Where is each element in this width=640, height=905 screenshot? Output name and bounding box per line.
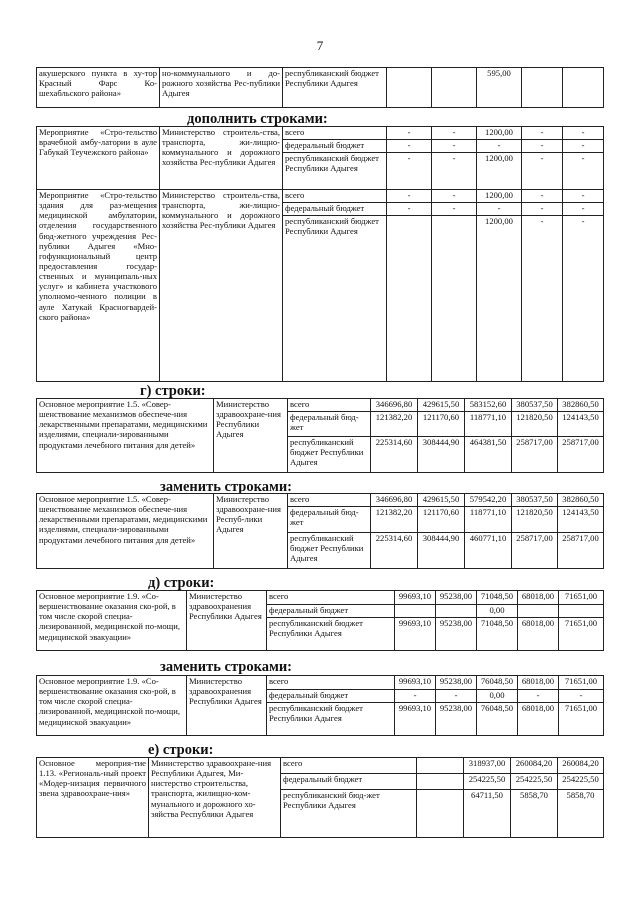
executor-cell: Министерство здравоохранения Республики Адыгея [187,676,267,736]
value-cell: 76048,50 [477,676,518,690]
table-row [37,494,604,507]
value-cell: 258717,00 [558,533,604,569]
value-cell: 429615,50 [418,399,465,412]
table-measure-1-9-new [36,675,604,736]
value-cell: 1200,00 [477,127,522,140]
value-cell: 99693,10 [395,618,436,651]
value-cell: 225314,60 [371,533,418,569]
value-cell: 429615,50 [418,494,465,507]
value-cell: 71048,50 [477,591,518,605]
table-row [37,758,604,774]
section-heading-g-rows: г) строки: [140,383,206,399]
value-cell: 346696,80 [371,399,418,412]
value-cell: - [563,153,604,190]
budget-label: республиканский бюджет Республики Адыгея [283,153,387,190]
value-cell: 258717,00 [512,533,558,569]
budget-label: республиканский бюджет Республики Адыгея [283,68,387,108]
value-cell: 308444,90 [418,533,465,569]
table-row [37,68,604,108]
value-cell [387,216,432,382]
executor-cell: Министерство здравоохране-ния Республики Адыгея, Ми-нистерство строительства, транспорта, жилищно-ком-мунального и дорожного хо-зяйства Республики Адыгея [149,758,281,838]
value-cell: - [432,203,477,216]
value-cell: 124143,50 [558,412,604,437]
value-cell: 76048,50 [477,703,518,736]
value-cell: 254225,50 [511,774,558,790]
budget-label: республиканский бюджет Республики Адыгея [267,703,395,736]
value-cell: - [522,153,563,190]
budget-label: всего [288,399,371,412]
table-add-rows [36,126,604,382]
table-row [37,399,604,412]
budget-label: республиканский бюджет Республики Адыгея [283,216,387,382]
measure-description: Основное мероприя-тие 1.13. «Региональ-ный проект «Модер-низация первичного звена здравоохране-ния» [37,758,149,838]
value-cell: 260084,20 [511,758,558,774]
value-cell: 382860,50 [558,494,604,507]
value-cell: 95238,00 [436,703,477,736]
value-cell: - [432,190,477,203]
value-cell: 121170,60 [418,507,465,533]
table-measure-1-13 [36,757,604,838]
value-cell: - [563,140,604,153]
value-cell: 308444,90 [418,437,465,473]
value-cell: 71651,00 [559,591,604,605]
section-heading-replace-rows: заменить строками: [160,479,293,495]
value-cell: 95238,00 [436,618,477,651]
measure-description: Основное мероприятие 1.5. «Совер-шенствование механизмов обеспече-ния лекарственными препаратами, медицинскими изделиями, специали-зированными продуктами лечебного питания для детей» [37,399,214,473]
budget-label: республиканский бюджет Республики Адыгея [267,618,395,651]
value-cell: 64711,50 [464,790,511,838]
value-cell: 254225,50 [464,774,511,790]
value-cell [417,774,464,790]
value-cell: 68018,00 [518,676,559,690]
value-cell: 95238,00 [436,676,477,690]
value-cell [432,216,477,382]
value-cell: 464381,50 [465,437,512,473]
value-cell: - [387,203,432,216]
value-cell: 380537,50 [512,494,558,507]
value-cell: 124143,50 [558,507,604,533]
value-cell: 346696,80 [371,494,418,507]
value-cell [522,68,563,108]
value-cell: - [522,203,563,216]
budget-label: федеральный бюд-жет [288,507,371,533]
value-cell: 1200,00 [477,216,522,382]
budget-label: республиканский бюд-жет Республики Адыгея [281,790,417,838]
measure-description: акушерского пункта в ху-тор Красный Фарс Ко-шехабльского района» [37,68,160,108]
value-cell: 95238,00 [436,591,477,605]
executor-cell: Министерство здравоохране-ния Республики Адыгея [214,399,288,473]
value-cell: - [559,690,604,703]
measure-description: Основное мероприятие 1.5. «Совер-шенствование механизмов обеспече-ния лекарственными препаратами, медицинскими изделиями, специали-зированными продуктами лечебного питания для детей» [37,494,214,569]
value-cell: - [563,127,604,140]
value-cell: - [387,153,432,190]
value-cell: 121382,20 [371,412,418,437]
value-cell: 121820,50 [512,412,558,437]
value-cell: 121170,60 [418,412,465,437]
measure-description: Мероприятие «Стро-тельство здания для раз-мещения медицинской амбулатории, отделения государственного бюд-жетного учреждения Рес-публики Адыгея «Мно-гофункциональный центр предоставления государ-ственных и муниципаль-ных услуг» и кабинета участкового уполномо-ченного полиции в ауле Хатукай Красногвардей-ского района» [37,190,160,382]
value-cell: 595,00 [477,68,522,108]
table-row [37,676,604,690]
value-cell: - [387,140,432,153]
measure-description: Мероприятие «Стро-тельство врачебной амбу-латории в ауле Габукай Теучежского района» [37,127,160,190]
value-cell [417,758,464,774]
value-cell: - [477,140,522,153]
executor-cell: Министерство строитель-ства, транспорта, жи-лищно-коммунального и дорожного хозяйства Рес-публики Адыгея [160,190,283,382]
value-cell [559,605,604,618]
value-cell: 0,00 [477,605,518,618]
value-cell: 318937,00 [464,758,511,774]
budget-label: всего [267,591,395,605]
value-cell: - [518,690,559,703]
budget-label: республиканский бюджет Республики Адыгея [288,533,371,569]
budget-label: всего [281,758,417,774]
value-cell: - [477,203,522,216]
value-cell: 71651,00 [559,618,604,651]
value-cell: 1200,00 [477,190,522,203]
value-cell: - [432,153,477,190]
value-cell: 380537,50 [512,399,558,412]
value-cell [417,790,464,838]
value-cell: 579542,20 [465,494,512,507]
value-cell: 254225,50 [558,774,604,790]
value-cell: - [432,127,477,140]
value-cell: 99693,10 [395,676,436,690]
executor-cell: Министерство строитель-ства, транспорта, жи-лищно-коммунального и дорожного хозяйства Рес-публики Адыгея [160,127,283,190]
value-cell: - [522,216,563,382]
value-cell [436,605,477,618]
section-heading-e-rows: е) строки: [148,742,214,758]
value-cell: 258717,00 [558,437,604,473]
value-cell: 583152,60 [465,399,512,412]
value-cell: - [395,690,436,703]
value-cell: 0,00 [477,690,518,703]
budget-label: всего [267,676,395,690]
value-cell [395,605,436,618]
value-cell: - [436,690,477,703]
budget-label: федеральный бюджет [283,203,387,216]
value-cell: 225314,60 [371,437,418,473]
value-cell: 68018,00 [518,703,559,736]
value-cell [432,68,477,108]
value-cell: 118771,10 [465,412,512,437]
section-heading-replace-rows-2: заменить строками: [160,659,293,675]
value-cell: - [432,140,477,153]
table-measure-1-5-new [36,493,604,569]
value-cell: - [563,216,604,382]
table-row [37,190,604,203]
table-row [37,591,604,605]
measure-description: Основное мероприятие 1.9. «Со-вершенствование оказания ско-рой, в том числе скорой специа-лизированной, медицинской по-мощи, медицинской эвакуации» [37,676,187,736]
value-cell: 260084,20 [558,758,604,774]
value-cell: 1200,00 [477,153,522,190]
value-cell: 68018,00 [518,618,559,651]
value-cell: - [387,190,432,203]
value-cell: 71048,50 [477,618,518,651]
budget-label: всего [283,127,387,140]
budget-label: республиканский бюджет Республики Адыгея [288,437,371,473]
section-heading-add-rows: дополнить строками: [187,111,328,127]
table-row [37,127,604,140]
value-cell: 382860,50 [558,399,604,412]
value-cell: 121382,20 [371,507,418,533]
value-cell: - [563,203,604,216]
value-cell: - [387,127,432,140]
measure-description: Основное мероприятие 1.9. «Со-вершенствование оказания ско-рой, в том числе скорой специа-лизированной, медицинской по-мощи, медицинской эвакуации» [37,591,187,651]
value-cell [563,68,604,108]
table-measure-1-9-old [36,590,604,651]
budget-label: всего [283,190,387,203]
executor-cell: но-коммунального и до-рожного хозяйства Рес-публики Адыгея [160,68,283,108]
value-cell: - [563,190,604,203]
value-cell: 460771,10 [465,533,512,569]
value-cell: 99693,10 [395,703,436,736]
table-measure-1-5-old [36,398,604,473]
value-cell: 5858,70 [558,790,604,838]
value-cell: - [522,140,563,153]
value-cell: 99693,10 [395,591,436,605]
budget-label: федеральный бюджет [267,690,395,703]
budget-label: федеральный бюд-жет [288,412,371,437]
budget-label: федеральный бюджет [281,774,417,790]
value-cell: 5858,70 [511,790,558,838]
value-cell: 118771,10 [465,507,512,533]
table-continuation [36,67,604,108]
budget-label: федеральный бюджет [283,140,387,153]
value-cell [387,68,432,108]
value-cell: 71651,00 [559,676,604,690]
value-cell: 68018,00 [518,591,559,605]
executor-cell: Министерство здравоохранения Республики Адыгея [187,591,267,651]
value-cell [518,605,559,618]
value-cell: 258717,00 [512,437,558,473]
section-heading-d-rows: д) строки: [148,575,215,591]
value-cell: 71651,00 [559,703,604,736]
budget-label: федеральный бюджет [267,605,395,618]
page-number: 7 [316,38,324,53]
value-cell: 121820,50 [512,507,558,533]
executor-cell: Министерство здравоохране-ния Респуб-лики Адыгея [214,494,288,569]
value-cell: - [522,190,563,203]
budget-label: всего [288,494,371,507]
value-cell: - [522,127,563,140]
